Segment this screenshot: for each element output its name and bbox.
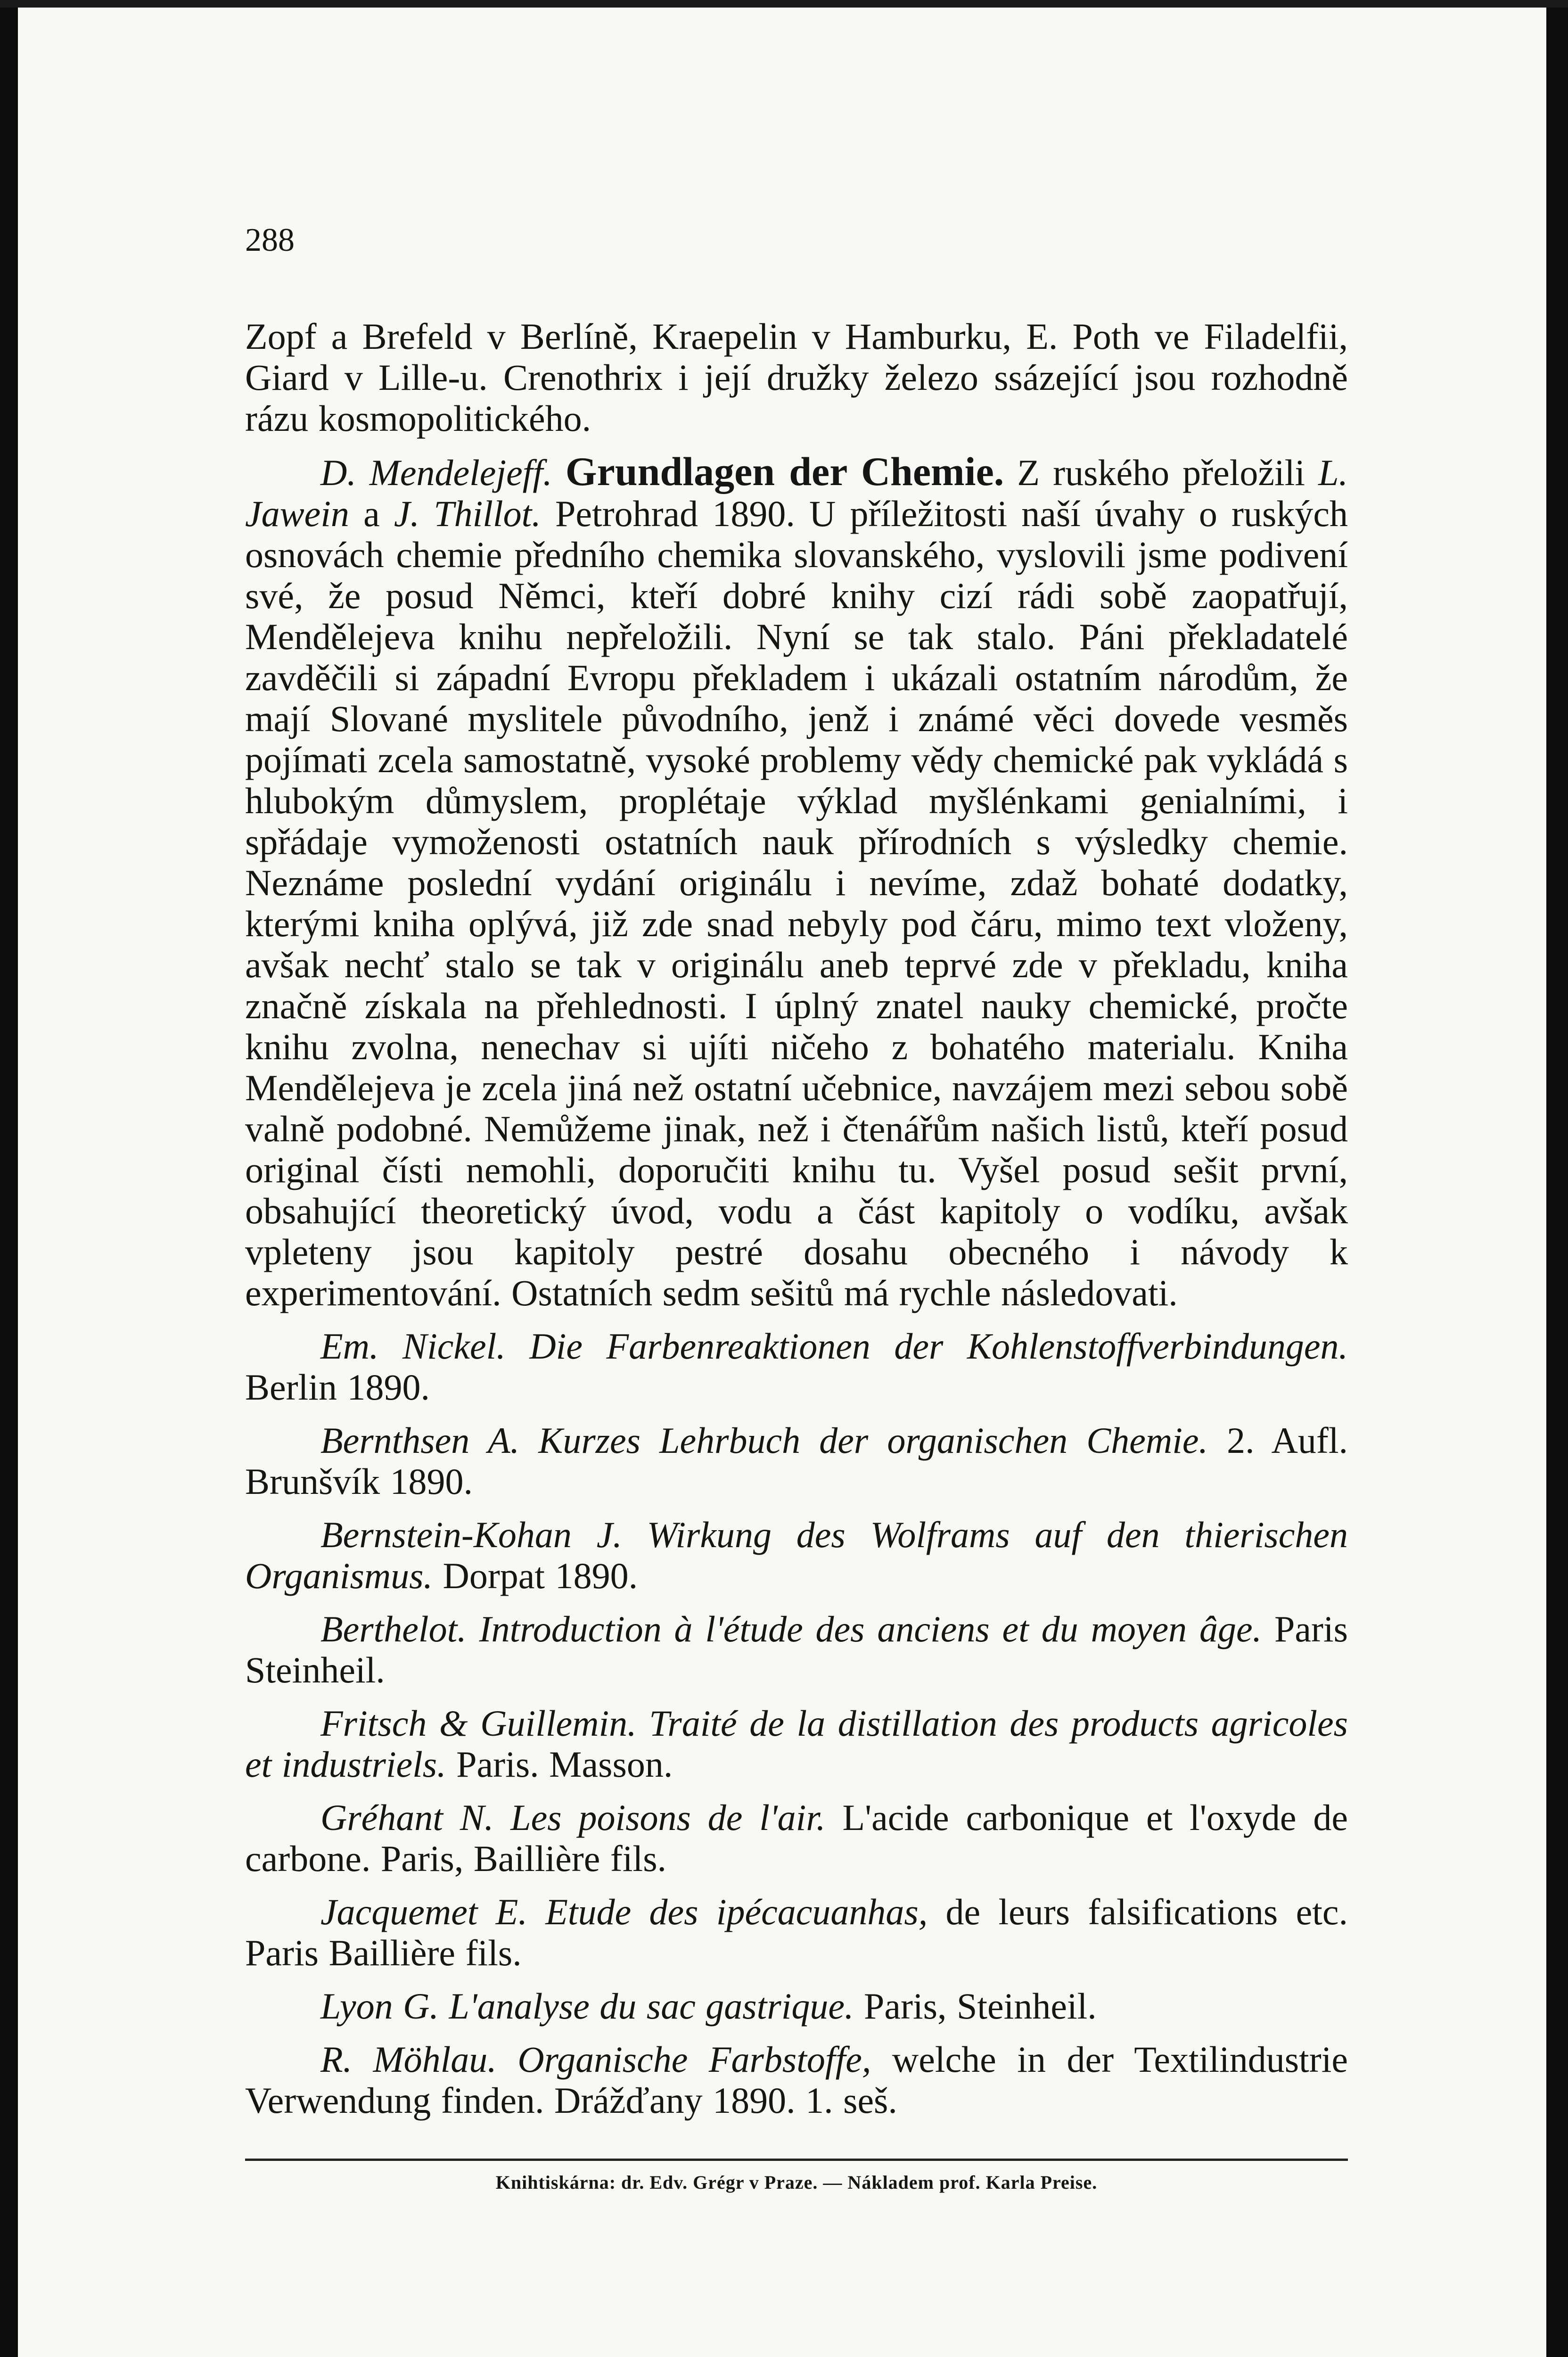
page-number: 288 <box>245 222 295 258</box>
entry-title: R. Möhlau. Organische Farbstoffe, <box>320 2039 871 2080</box>
review-and: a <box>363 493 380 534</box>
entry-details: Paris Steinheil. <box>245 1608 1348 1690</box>
entry-title: Bernstein-Kohan J. Wirkung des Wolframs auf den thierischen Organismus. <box>245 1514 1348 1596</box>
scan-border-left <box>0 0 18 2357</box>
page-content <box>245 222 1348 2193</box>
review-body: Petrohrad 1890. U příležitosti naší úvahy o ruských osnovách chemie předního chemika slovanského, vyslovili jsme podivení své, že posud Němci, kteří dobré knihy cizí rádi sobě zaopatřují, Mendělejeva knihu nepřeložili. Nyní se tak stalo. Páni překladatelé zavděčili si západní Evropu překladem i ukázali ostatním národům, že mají Slované myslitele původního, jenž i známé věci dovede vesměs pojímati zcela samostatně, vysoké problemy vědy chemické pak vykládá s hlubokým důmyslem, proplétaje výklad myšlénkami genialními, i spřádaje vymoženosti ostatních nauk přírodních s výsledky chemie. Neznáme poslední vydání originálu i nevíme, zdaž bohaté dodatky, kterými kniha oplývá, již zde snad nebyly pod čáru, mimo text vloženy, avšak nechť stalo se tak v originálu aneb teprvé zde v překladu, kniha značně získala na přehlednosti. I úplný znatel nauky chemické, pročte knihu zvolna, nenechav si ujíti ničeho z bohatého materialu. Kniha Mendělejeva je zcela jiná než ostatní učebnice, navzájem mezi sebou sobě valně podobné. Nemůžeme jinak, než i čtenářům našich listů, kteří posud original čísti nemohli, doporučiti knihu tu. Vyšel posud sešit první, obsahující theoretický úvod, vodu a část kapitoly o vodíku, avšak vpleteny jsou kapitoly pestré dosahu obecného i návody k experimentování. Ostatních sedm sešitů má rychle následovati. <box>245 493 1348 1313</box>
review-translator-1: L. Jawein <box>245 452 1348 534</box>
bibliography-entry <box>245 1703 1348 1785</box>
bibliography-entry <box>245 1326 1348 1408</box>
bibliography-entry <box>245 1891 1348 1973</box>
bibliography-entry <box>245 1514 1348 1596</box>
review-translated-by: Z ruského přeložili <box>1017 452 1305 493</box>
entry-details: Berlin 1890. <box>245 1367 430 1408</box>
bibliography-entry <box>245 2039 1348 2121</box>
entry-title: Em. Nickel. Die Farbenreaktionen der Kohlenstoffverbindungen. <box>320 1326 1348 1367</box>
review-book-title: Grundlagen der Chemie. <box>565 449 1004 494</box>
printer-colophon: Knihtiskárna: dr. Edv. Grégr v Praze. — Nákladem prof. Karla Preise. <box>495 2172 1098 2193</box>
entry-title: Lyon G. L'analyse du sac gastrique. <box>320 1986 854 2027</box>
entry-details: 2. Aufl. Brunšvík 1890. <box>245 1420 1348 1502</box>
review-paragraph <box>245 451 1348 1313</box>
review-translator-2: J. Thillot. <box>394 493 541 534</box>
bibliography-entry <box>245 1420 1348 1502</box>
entry-title: Bernthsen A. Kurzes Lehrbuch der organischen Chemie. <box>320 1420 1208 1461</box>
entry-details: Paris, Steinheil. <box>854 1986 1097 2027</box>
entry-details: Paris. Masson. <box>446 1744 673 1785</box>
review-author: D. Mendelejeff. <box>320 452 552 493</box>
bibliography-entry <box>245 1797 1348 1879</box>
entry-details: de leurs falsifications etc. Paris Baillière fils. <box>245 1891 1348 1973</box>
bibliography-list <box>245 1326 1348 2121</box>
entry-details: L'acide carbonique et l'oxyde de carbone. Paris, Baillière fils. <box>245 1797 1348 1879</box>
entry-title: Berthelot. Introduction à l'étude des anciens et du moyen âge. <box>320 1608 1262 1649</box>
scan-border-right <box>1546 0 1568 2357</box>
bibliography-entry <box>245 1986 1348 2027</box>
entry-title: Fritsch & Guillemin. Traité de la distillation des products agricoles et industriels. <box>245 1703 1348 1785</box>
entry-title: Jacquemet E. Etude des ipécacuanhas, <box>320 1891 928 1932</box>
bibliography-entry <box>245 1608 1348 1690</box>
entry-details: welche in der Textilindustrie Verwendung finden. Drážďany 1890. 1. seš. <box>245 2039 1348 2121</box>
entry-details: Dorpat 1890. <box>433 1555 638 1596</box>
scan-border-top <box>0 0 1568 8</box>
footer-rule <box>245 2159 1348 2161</box>
entry-title: Gréhant N. Les poisons de l'air. <box>320 1797 826 1838</box>
intro-paragraph: Zopf a Brefeld v Berlíně, Kraepelin v Hamburku, E. Poth ve Filadelfii, Giard v Lille-u. Crenothrix i její družky železo ssázející jsou rozhodně rázu kosmopolitického. <box>245 316 1348 439</box>
